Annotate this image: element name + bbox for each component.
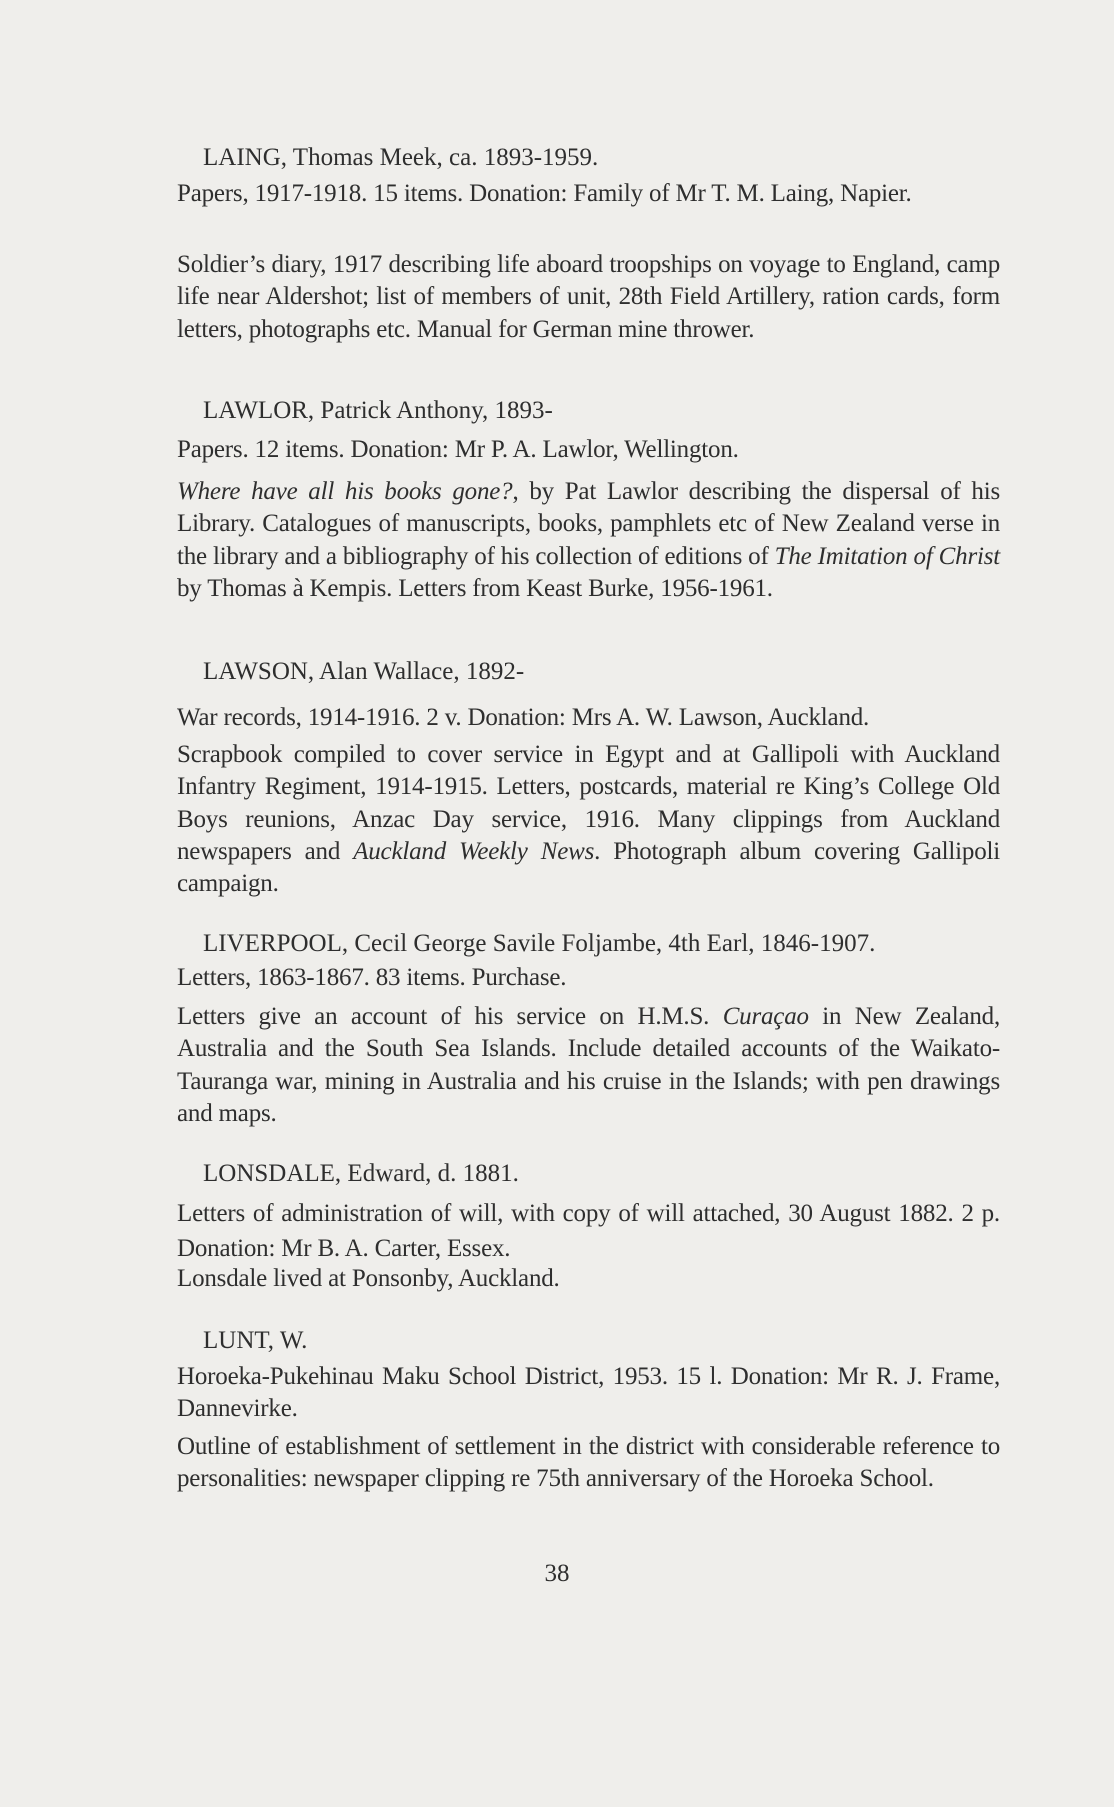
entry-details: Horoeka-Pukehinau Maku School District, 1953. 15 l. Donation: Mr R. J. Frame, Dannevirke.	[177, 1363, 1000, 1423]
entry-description: Lonsdale lived at Ponsonby, Auckland.	[177, 1265, 560, 1292]
entry-details: Letters, 1863-1867. 83 items. Purchase.	[177, 964, 567, 991]
entry-heading: LAWSON, Alan Wallace, 1892-	[203, 658, 525, 685]
entry-details: Letters of administration of will, with copy of will attached, 30 August 1882. 2 p. Donation: Mr B. A. Carter, Essex.	[177, 1200, 1000, 1262]
entry-description: Scrapbook compiled to cover service in Egypt and at Gallipoli with Auckland Infantry Regiment, 1914-1915. Letters, postcards, material re King’s College Old Boys reunions, Anzac Day service, 1916. Many clippings from Auckland newspapers and Auckland Weekly News. Photograph album covering Gallipoli campaign.	[177, 741, 1000, 898]
entry-details: Papers. 12 items. Donation: Mr P. A. Lawlor, Wellington.	[177, 436, 739, 463]
entry-heading: LAWLOR, Patrick Anthony, 1893-	[203, 397, 553, 424]
entry-description: Where have all his books gone?, by Pat Lawlor describing the dispersal of his Library. Catalogues of manuscripts, books, pamphlets etc of New Zealand verse in the library and a bibliography of his collection of editions of The Imitation of Christ by Thomas à Kempis. Letters from Keast Burke, 1956-1961.	[177, 478, 1000, 602]
entry-details: Papers, 1917-1918. 15 items. Donation: Family of Mr T. M. Laing, Napier.	[177, 180, 912, 207]
entry-description: Letters give an account of his service on H.M.S. Curaçao in New Zealand, Australia and the South Sea Islands. Include detailed accounts of the Waikato-Tauranga war, mining in Australia and his cruise in the Islands; with pen drawings and maps.	[177, 1003, 1000, 1127]
entry-details: War records, 1914-1916. 2 v. Donation: Mrs A. W. Lawson, Auckland.	[177, 704, 870, 731]
page-number: 38	[544, 1560, 570, 1587]
entry-heading: LONSDALE, Edward, d. 1881.	[203, 1160, 519, 1187]
entry-description: Soldier’s diary, 1917 describing life aboard troopships on voyage to England, camp life near Aldershot; list of members of unit, 28th Field Artillery, ration cards, form letters, photographs etc. Manual for German mine thrower.	[177, 251, 1000, 343]
entry-heading: LUNT, W.	[203, 1327, 308, 1354]
entry-description: Outline of establishment of settlement in the district with considerable reference to personalities: newspaper clipping re 75th anniversary of the Horoeka School.	[177, 1433, 1000, 1493]
entry-heading: LAING, Thomas Meek, ca. 1893-1959.	[203, 144, 599, 171]
entry-heading: LIVERPOOL, Cecil George Savile Foljambe, 4th Earl, 1846-1907.	[203, 930, 876, 957]
